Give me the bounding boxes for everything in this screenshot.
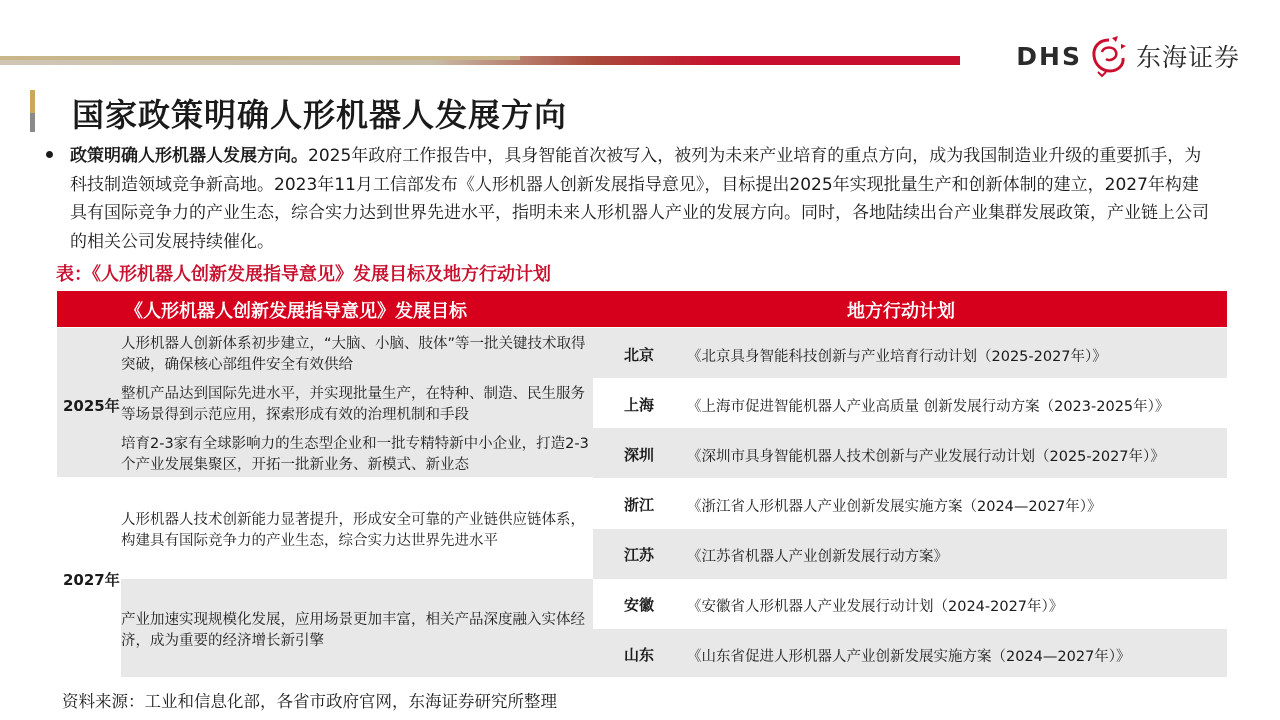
city-label: 浙江 bbox=[623, 496, 654, 514]
plan-text: 《山东省促进人形机器人产业创新发展实施方案（2024—2027年）》 bbox=[687, 649, 1131, 665]
intro-body: 2025年政府工作报告中，具身智能首次被写入，被列为未来产业培育的重点方向，成为我国制造业升级的重要抓手，为科技制造领域竞争新高地。2023年11月工信部发布《人形机器人创新发展指导意见》，目标提出2025年实现批量生产和创新体制的建立，2027年构建具有国际竞争力的产业生态，综合实力达到世界先进水平，指明未来人形机器人产业的发展方向。同时，各地陆续出台产业集群发展政策，产业链上公司的相关公司发展持续催化。 bbox=[70, 146, 1209, 252]
city-label: 安徽 bbox=[623, 596, 654, 614]
year-label: 2025年 bbox=[63, 397, 120, 415]
plan-text: 《浙江省人形机器人产业创新发展实施方案（2024—2027年）》 bbox=[687, 499, 1102, 515]
city-label: 深圳 bbox=[623, 446, 654, 464]
year-label: 2027年 bbox=[63, 571, 120, 589]
logo-latin: DHS bbox=[1016, 41, 1082, 71]
city-label: 山东 bbox=[623, 646, 654, 664]
table-caption: 表：《人形机器人创新发展指导意见》发展目标及地方行动计划 bbox=[56, 264, 551, 285]
goal-text: 人形机器人技术创新能力显著提升，形成安全可靠的产业链供应链体系，构建具有国际竞争力的产业生态，综合实力达世界先进水平 bbox=[121, 512, 585, 549]
goal-text: 培育2-3家有全球影响力的生态型企业和一批专精特新中小企业，打造2-3个产业发展集聚区，开拓一批新业务、新模式、新业态 bbox=[121, 436, 589, 473]
company-logo bbox=[1016, 34, 1240, 78]
plan-text: 《深圳市具身智能机器人技术创新与产业发展行动计划（2025-2027年）》 bbox=[687, 449, 1165, 465]
city-label: 北京 bbox=[623, 346, 654, 364]
intro-paragraph bbox=[70, 142, 1210, 256]
city-label: 江苏 bbox=[623, 546, 654, 564]
goal-text: 产业加速实现规模化发展，应用场景更加丰富，相关产品深度融入实体经济，成为重要的经济增长新引擎 bbox=[121, 612, 585, 649]
header-rule-gold bbox=[0, 56, 520, 60]
dragon-logo-icon bbox=[1088, 34, 1130, 78]
goal-text: 整机产品达到国际先进水平，并实现批量生产，在特种、制造、民生服务等场景得到示范应用，探索形成有效的治理机制和手段 bbox=[121, 386, 585, 423]
goal-text: 人形机器人创新体系初步建立，“大脑、小脑、肢体”等一批关键技术取得突破，确保核心部组件安全有效供给 bbox=[121, 336, 586, 373]
header-local-plans: 地方行动计划 bbox=[847, 301, 955, 322]
intro-lead: 政策明确人形机器人发展方向。 bbox=[70, 146, 308, 166]
plan-text: 《上海市促进智能机器人产业高质量 创新发展行动方案（2023-2025年）》 bbox=[687, 399, 1170, 415]
title-accent-bar bbox=[30, 90, 35, 132]
bullet-icon bbox=[46, 151, 53, 158]
logo-chinese: 东海证券 bbox=[1135, 43, 1240, 72]
source-note: 资料来源：工业和信息化部，各省市政府官网，东海证券研究所整理 bbox=[62, 692, 557, 711]
page-title: 国家政策明确人形机器人发展方向 bbox=[72, 96, 568, 134]
plan-text: 《北京具身智能科技创新与产业培育行动计划（2025-2027年）》 bbox=[687, 349, 1107, 365]
header-goals: 《人形机器人创新发展指导意见》发展目标 bbox=[125, 301, 467, 322]
plan-text: 《江苏省机器人产业创新发展行动方案》 bbox=[687, 549, 948, 565]
table-header-row bbox=[57, 291, 1227, 327]
policy-table bbox=[57, 291, 1227, 677]
header-rule bbox=[0, 56, 960, 65]
plan-text: 《安徽省人形机器人产业发展行动计划（2024-2027年）》 bbox=[687, 599, 1064, 615]
city-label: 上海 bbox=[623, 396, 654, 414]
